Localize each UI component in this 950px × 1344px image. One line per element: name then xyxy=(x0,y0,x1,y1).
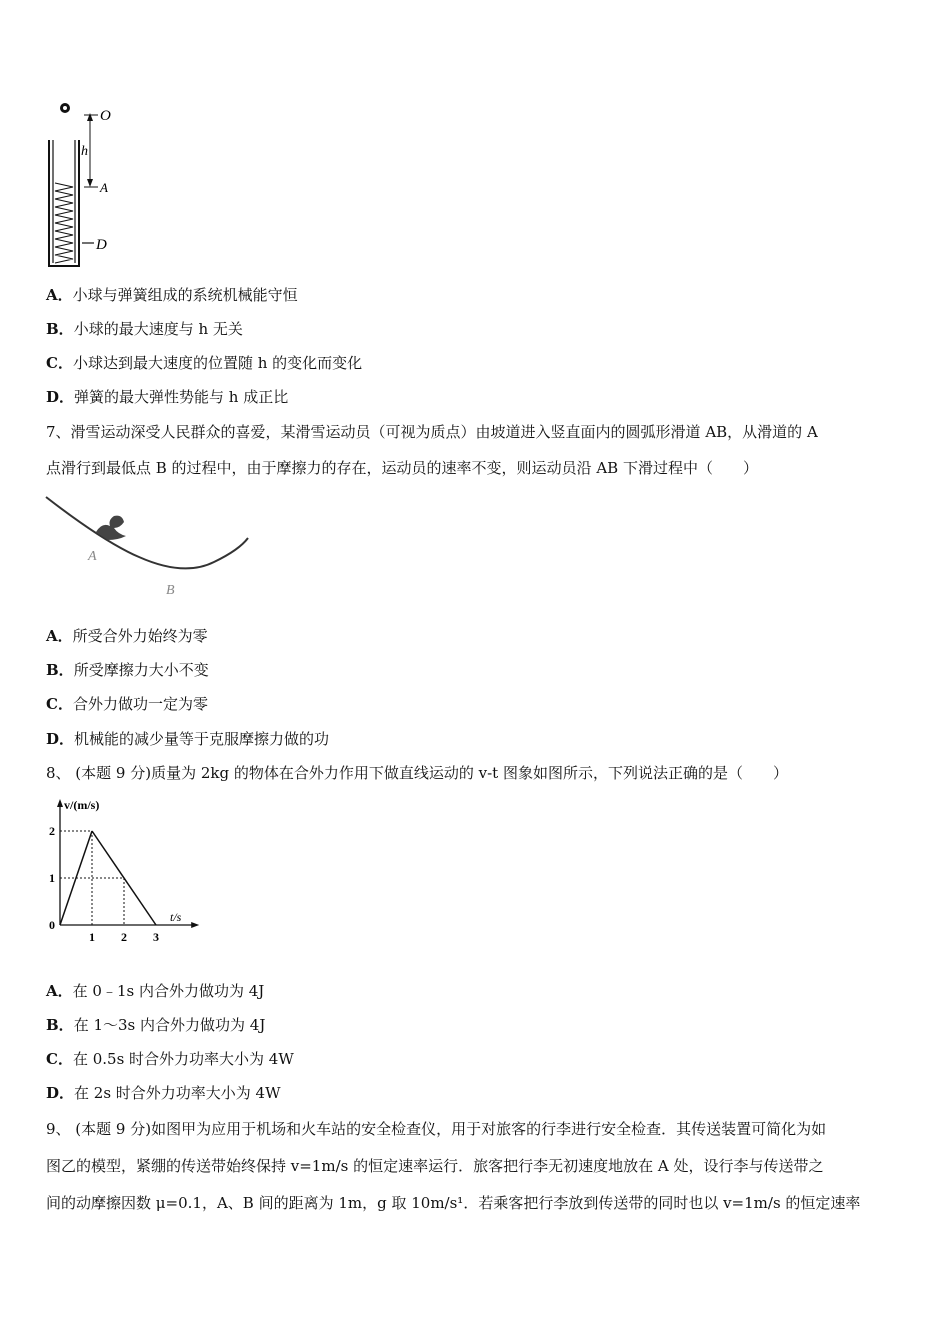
y-axis-arrow xyxy=(57,799,63,807)
x-axis-arrow xyxy=(191,922,199,928)
q8-option-a: A．在 0﹣1s 内合外力做功为 4J xyxy=(46,982,265,1000)
label-A: A xyxy=(100,180,108,195)
y-axis-label: v/(m/s) xyxy=(64,798,100,812)
y-tick-label: 1 xyxy=(49,871,55,885)
q6-option-c: C．小球达到最大速度的位置随 h 的变化而变化 xyxy=(46,354,363,372)
q9-stem-line1: 9、 (本题 9 分)如图甲为应用于机场和火车站的安全检查仪，用于对旅客的行李进行安全检查．其传送装置可简化为如 xyxy=(46,1120,827,1138)
q7-stem-line2: 点滑行到最低点 B 的过程中，由于摩擦力的存在，运动员的速率不变，则运动员沿 AB 下滑过程中（ ） xyxy=(46,459,758,477)
label-A: A xyxy=(88,549,97,564)
label-h: h xyxy=(81,144,88,159)
slope-arc xyxy=(46,497,248,568)
y-tick-label: 2 xyxy=(49,824,55,838)
x-tick-label: 3 xyxy=(153,930,159,944)
q7-option-c: C．合外力做功一定为零 xyxy=(46,695,208,713)
q6-option-b: B．小球的最大速度与 h 无关 xyxy=(46,320,243,338)
q7-option-b: B．所受摩擦力大小不变 xyxy=(46,661,209,679)
spring xyxy=(55,183,73,263)
q7-option-a: A．所受合外力始终为零 xyxy=(46,627,208,645)
ski-slope-figure xyxy=(44,492,254,602)
q6-option-d: D．弹簧的最大弹性势能与 h 成正比 xyxy=(46,388,289,406)
q7-stem-line1: 7、滑雪运动深受人民群众的喜爱，某滑雪运动员（可视为质点）由坡道进入竖直面内的圆弧形滑道 AB，从滑道的 A xyxy=(46,423,818,441)
q7-option-d: D．机械能的减少量等于克服摩擦力做的功 xyxy=(46,730,330,748)
q8-option-d: D．在 2s 时合外力功率大小为 4W xyxy=(46,1084,281,1102)
vt-graph xyxy=(40,795,215,955)
q8-option-c: C．在 0.5s 时合外力功率大小为 4W xyxy=(46,1050,294,1068)
spring-tube-figure xyxy=(40,95,130,275)
x-tick-label: 2 xyxy=(121,930,127,944)
origin-label: 0 xyxy=(49,918,55,932)
label-B: B xyxy=(166,583,175,598)
q6-option-a: A．小球与弹簧组成的系统机械能守恒 xyxy=(46,286,298,304)
q8-option-b: B．在 1～3s 内合外力做功为 4J xyxy=(46,1016,266,1034)
label-D: D xyxy=(96,237,107,253)
label-O: O xyxy=(100,108,111,124)
q9-stem-line2: 图乙的模型，紧绷的传送带始终保持 v=1m/s 的恒定速率运行．旅客把行李无初速度地放在 A 处，设行李与传送带之 xyxy=(46,1157,824,1175)
x-tick-label: 1 xyxy=(89,930,95,944)
x-axis-label: t/s xyxy=(170,910,182,924)
q9-stem-line3: 间的动摩擦因数 μ=0.1，A、B 间的距离为 1m，g 取 10m/s¹．若乘客把行李放到传送带的同时也以 v=1m/s 的恒定速率 xyxy=(46,1194,861,1212)
q8-stem: 8、 (本题 9 分)质量为 2kg 的物体在合外力作用下做直线运动的 v-t 图象如图所示，下列说法正确的是（ ） xyxy=(46,764,788,782)
